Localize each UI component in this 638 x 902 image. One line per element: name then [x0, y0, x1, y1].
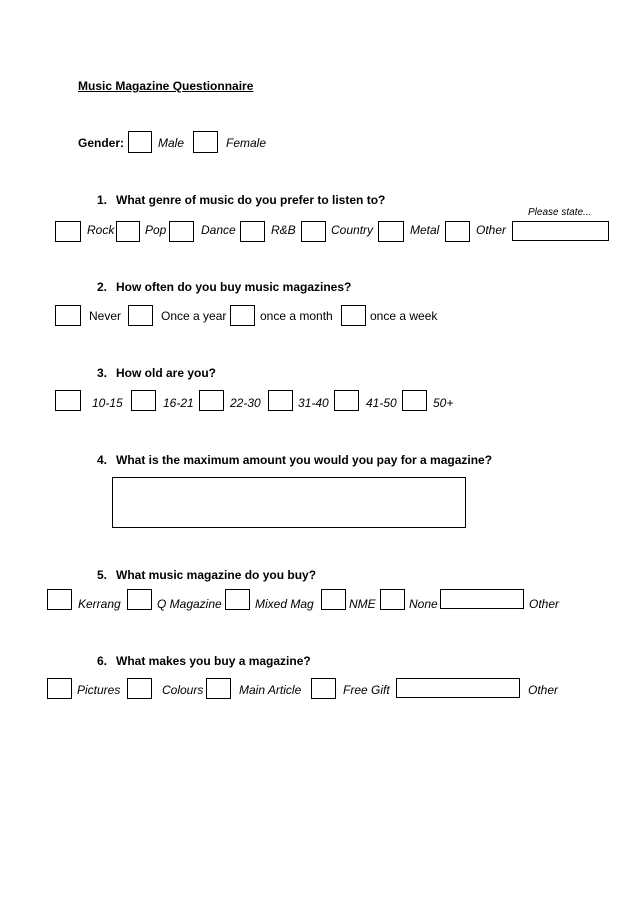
q5-question: What music magazine do you buy?	[116, 568, 317, 582]
q6-option-free-gift: Free Gift	[343, 683, 390, 697]
q5-none-checkbox[interactable]	[380, 589, 405, 610]
q5-option-none: None	[409, 597, 438, 611]
q6-other-text-field[interactable]	[396, 678, 520, 698]
q1-metal-checkbox[interactable]	[378, 221, 404, 242]
q6-question: What makes you buy a magazine?	[116, 654, 311, 668]
q4-number: 4.	[97, 453, 108, 467]
q5-number: 5.	[97, 568, 108, 582]
gender-male-checkbox[interactable]	[128, 131, 152, 153]
q1-option-rock: Rock	[87, 223, 115, 237]
q3-option-50-plus: 50+	[433, 396, 454, 410]
q5-kerrang-checkbox[interactable]	[47, 589, 72, 610]
q4-answer-field[interactable]	[112, 477, 466, 528]
q5-option-mixed-mag: Mixed Mag	[255, 597, 314, 611]
q2-option-once-a-year: Once a year	[161, 309, 227, 323]
q1-hint: Please state...	[528, 207, 592, 218]
q2-option-once-a-month: once a month	[260, 309, 333, 323]
q6-pictures-checkbox[interactable]	[47, 678, 72, 699]
q1-option-metal: Metal	[410, 223, 440, 237]
q2-option-once-a-week: once a week	[370, 309, 438, 323]
q1-option-rnb: R&B	[271, 223, 296, 237]
q1-other-checkbox[interactable]	[445, 221, 470, 242]
q1-option-other: Other	[476, 223, 507, 237]
q6-number: 6.	[97, 654, 108, 668]
q3-option-22-30: 22-30	[230, 396, 261, 410]
q1-country-checkbox[interactable]	[301, 221, 326, 242]
q6-option-main-article: Main Article	[239, 683, 302, 697]
q3-16-21-checkbox[interactable]	[131, 390, 156, 411]
q3-10-15-checkbox[interactable]	[55, 390, 81, 411]
q5-option-nme: NME	[349, 597, 376, 611]
q5-option-other: Other	[529, 597, 560, 611]
q6-free-gift-checkbox[interactable]	[311, 678, 336, 699]
q2-once-a-month-checkbox[interactable]	[230, 305, 255, 326]
q5-option-kerrang: Kerrang	[78, 597, 121, 611]
q1-option-pop: Pop	[145, 223, 167, 237]
q5-other-text-field[interactable]	[440, 589, 524, 609]
q3-question: How old are you?	[116, 366, 217, 380]
q2-once-a-week-checkbox[interactable]	[341, 305, 366, 326]
q2-number: 2.	[97, 280, 108, 294]
page-title: Music Magazine Questionnaire	[78, 79, 254, 93]
q6-option-pictures: Pictures	[77, 683, 121, 697]
q5-nme-checkbox[interactable]	[321, 589, 346, 610]
q5-option-q-magazine: Q Magazine	[157, 597, 222, 611]
gender-female-checkbox[interactable]	[193, 131, 218, 153]
q1-option-country: Country	[331, 223, 374, 237]
q1-pop-checkbox[interactable]	[116, 221, 140, 242]
q1-rock-checkbox[interactable]	[55, 221, 81, 242]
q1-other-text-field[interactable]	[512, 221, 609, 241]
q2-question: How often do you buy music magazines?	[116, 280, 352, 294]
q2-never-checkbox[interactable]	[55, 305, 81, 326]
q3-22-30-checkbox[interactable]	[199, 390, 224, 411]
q1-option-dance: Dance	[201, 223, 236, 237]
q3-option-31-40: 31-40	[298, 396, 329, 410]
q3-option-16-21: 16-21	[163, 396, 194, 410]
q2-option-never: Never	[89, 309, 122, 323]
q5-q-magazine-checkbox[interactable]	[127, 589, 152, 610]
q1-question: What genre of music do you prefer to listen to?	[116, 193, 386, 207]
q6-option-colours: Colours	[162, 683, 204, 697]
q6-option-other: Other	[528, 683, 559, 697]
gender-male-label: Male	[158, 136, 185, 150]
q3-41-50-checkbox[interactable]	[334, 390, 359, 411]
q5-mixed-mag-checkbox[interactable]	[225, 589, 250, 610]
q4-question: What is the maximum amount you would you pay for a magazine?	[116, 453, 493, 467]
q3-50-plus-checkbox[interactable]	[402, 390, 427, 411]
q3-option-10-15: 10-15	[92, 396, 123, 410]
gender-label: Gender:	[78, 136, 125, 150]
q3-number: 3.	[97, 366, 108, 380]
q6-colours-checkbox[interactable]	[127, 678, 152, 699]
q1-number: 1.	[97, 193, 108, 207]
q2-once-a-year-checkbox[interactable]	[128, 305, 153, 326]
q1-rnb-checkbox[interactable]	[240, 221, 265, 242]
q3-option-41-50: 41-50	[366, 396, 397, 410]
q1-dance-checkbox[interactable]	[169, 221, 194, 242]
q3-31-40-checkbox[interactable]	[268, 390, 293, 411]
q6-main-article-checkbox[interactable]	[206, 678, 231, 699]
gender-female-label: Female	[226, 136, 267, 150]
